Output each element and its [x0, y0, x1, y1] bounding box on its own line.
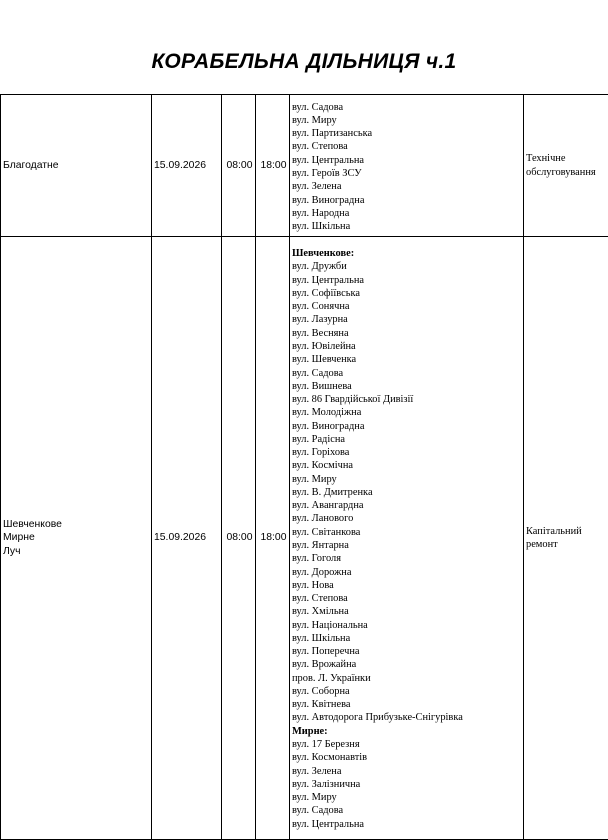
- street-item: вул. Сонячна: [292, 300, 523, 313]
- street-item: вул. Народна: [292, 207, 523, 220]
- street-item: вул. Зелена: [292, 180, 523, 193]
- start-time-cell: 08:00: [222, 95, 256, 237]
- street-item: вул. Степова: [292, 140, 523, 153]
- table-row: [1, 237, 608, 840]
- street-item: вул. Вишнева: [292, 380, 523, 393]
- work-type-line: Технічне: [526, 152, 608, 165]
- street-item: вул. 86 Гвардійської Дивізії: [292, 393, 523, 406]
- page-title: КОРАБЕЛЬНА ДІЛЬНИЦЯ ч.1: [0, 50, 608, 74]
- settlement-name: Шевченкове: [3, 518, 151, 531]
- street-item: вул. Залізнична: [292, 778, 523, 791]
- street-item: вул. Шевченка: [292, 353, 523, 366]
- table-row: [1, 95, 608, 237]
- settlement-name: Луч: [3, 545, 151, 558]
- street-item: вул. Садова: [292, 367, 523, 380]
- street-item: вул. Врожайна: [292, 658, 523, 671]
- street-item: вул. Соборна: [292, 685, 523, 698]
- street-item: вул. Степова: [292, 592, 523, 605]
- street-item: вул. Національна: [292, 619, 523, 632]
- street-item: вул. Виноградна: [292, 420, 523, 433]
- street-item: вул. Садова: [292, 101, 523, 114]
- street-item: вул. Центральна: [292, 818, 523, 831]
- settlement-cell: [1, 95, 152, 237]
- street-item: вул. В. Дмитренка: [292, 486, 523, 499]
- street-item: вул. Автодорога Прибузьке-Снігурівка: [292, 711, 523, 724]
- settlement-cell: [1, 237, 152, 840]
- street-item: вул. Зелена: [292, 765, 523, 778]
- street-item: вул. Софіївська: [292, 287, 523, 300]
- street-item: вул. Янтарна: [292, 539, 523, 552]
- streets-cell: [290, 95, 524, 237]
- street-item: вул. Ланового: [292, 512, 523, 525]
- street-item: вул. Гоголя: [292, 552, 523, 565]
- street-item: вул. Нова: [292, 579, 523, 592]
- street-item: вул. Хмільна: [292, 605, 523, 618]
- start-time-cell: 08:00: [222, 237, 256, 840]
- end-time-cell: 18:00: [256, 95, 290, 237]
- street-item: вул. Світанкова: [292, 526, 523, 539]
- work-type-line: обслуговування: [526, 166, 608, 179]
- street-item: вул. Миру: [292, 473, 523, 486]
- date-cell: 15.09.2026: [152, 237, 222, 840]
- street-item: вул. Весняна: [292, 327, 523, 340]
- street-item: вул. Партизанська: [292, 127, 523, 140]
- work-type-cell: [524, 95, 608, 237]
- street-item: пров. Л. Українки: [292, 672, 523, 685]
- street-item: вул. Шкільна: [292, 220, 523, 233]
- schedule-table: [0, 94, 608, 840]
- settlement-group-heading: Шевченкове:: [292, 247, 523, 260]
- street-item: вул. Миру: [292, 114, 523, 127]
- street-item: вул. Дорожна: [292, 566, 523, 579]
- end-time-cell: 18:00: [256, 237, 290, 840]
- street-item: вул. Радісна: [292, 433, 523, 446]
- street-item: вул. Центральна: [292, 274, 523, 287]
- street-item: вул. Молодіжна: [292, 406, 523, 419]
- street-item: вул. Героїв ЗСУ: [292, 167, 523, 180]
- streets-cell: [290, 237, 524, 840]
- work-type-cell: [524, 237, 608, 840]
- street-item: вул. Миру: [292, 791, 523, 804]
- street-item: вул. Виноградна: [292, 194, 523, 207]
- street-item: вул. Поперечна: [292, 645, 523, 658]
- street-item: вул. Ювілейна: [292, 340, 523, 353]
- settlement-group-heading: Мирне:: [292, 725, 523, 738]
- street-item: вул. Дружби: [292, 260, 523, 273]
- street-item: вул. Лазурна: [292, 313, 523, 326]
- street-item: вул. Садова: [292, 804, 523, 817]
- street-item: вул. Космонавтів: [292, 751, 523, 764]
- street-item: вул. 17 Березня: [292, 738, 523, 751]
- street-item: вул. Авангардна: [292, 499, 523, 512]
- street-item: вул. Шкільна: [292, 632, 523, 645]
- street-item: вул. Квітнева: [292, 698, 523, 711]
- street-item: вул. Центральна: [292, 154, 523, 167]
- date-cell: 15.09.2026: [152, 95, 222, 237]
- work-type-line: ремонт: [526, 538, 608, 551]
- work-type-line: Капітальний: [526, 525, 608, 538]
- settlement-name: Мирне: [3, 531, 151, 544]
- street-item: вул. Горіхова: [292, 446, 523, 459]
- street-item: вул. Космічна: [292, 459, 523, 472]
- settlement-name: Благодатне: [3, 159, 151, 172]
